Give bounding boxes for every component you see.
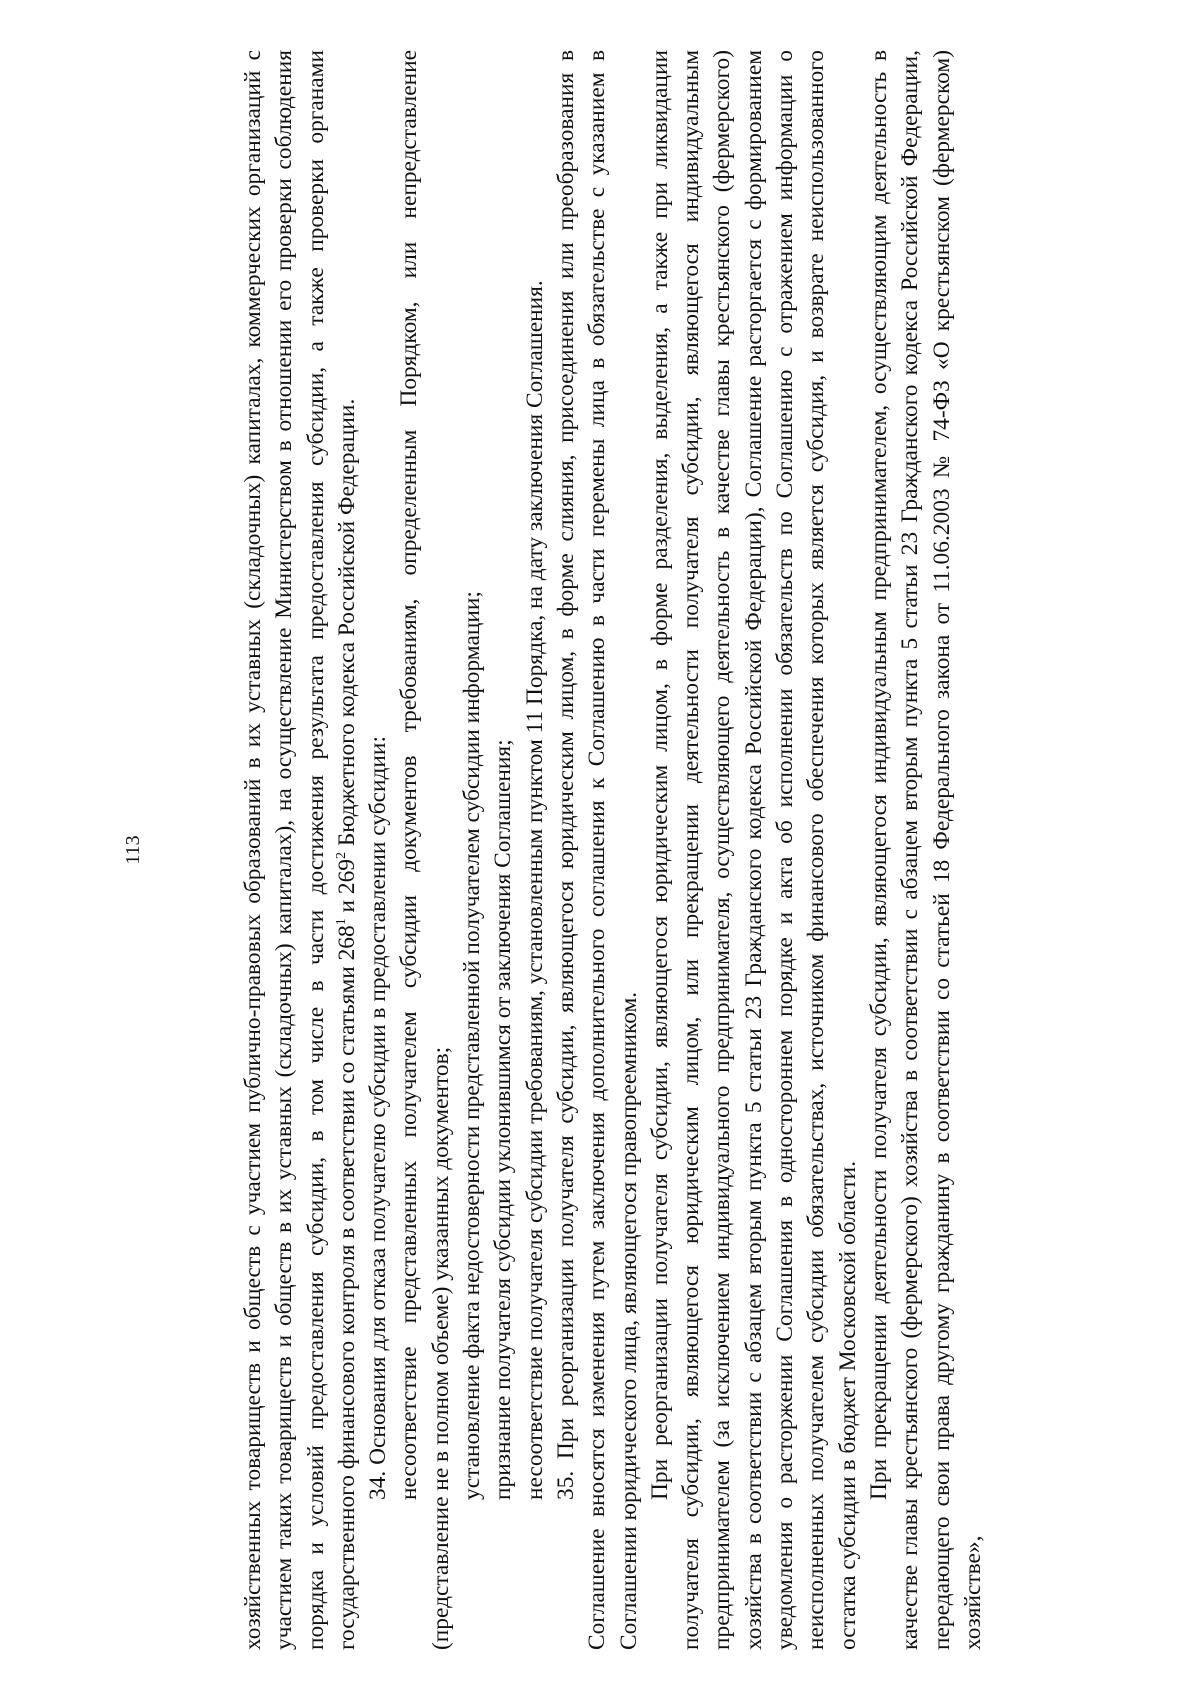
paragraph-35-part-3: При прекращении деятельности получателя субсидии, являющегося индивидуальным предпринимателем, осуществляющим деятельность в качестве главы крестьянского (фермерского) хозяйства в соответствии с абзацем вторым пункта 5 статьи 23 Гражданского кодекса Российской Федерации, передающего свои права другому гражданину в соответствии со статьей 18 Федерального закона от 11.06.2003 № 74-ФЗ «О крестьянском (фермерском) хозяйстве»,	[865, 50, 986, 1650]
paragraph-34-heading: 34. Основания для отказа получателю субсидии в предоставлении субсидии:	[365, 736, 392, 1500]
paragraph-34-item-3: признание получателя субсидии уклонившимся от заключения Соглашения;	[490, 739, 517, 1500]
paragraph-1: хозяйственных товариществ и обществ с участием публично-правовых образований в их уставных (складочных) капиталах, коммерческих организаций с участием таких товариществ и обществ в их уставных (складочных) капиталах), на осуществление Министерством в отношении его проверки соблюдения порядка и условий предоставления субсидии, в том числе в части достижения результата предоставления субсидии, а также проверки органами государственного финансового контроля в соответствии со статьями $268^1$ и $269^2$ Бюджетного кодекса Российской Федерации.	[240, 50, 360, 1650]
paragraph-34-item-1: несоответствие представленных получателем субсидии документов требованиям, определенным Порядком, или непредставление (представление не в полном объеме) указанных документов;	[396, 50, 454, 1650]
page-number: 113	[122, 835, 144, 865]
paragraph-35-part-2: При реорганизации получателя субсидии, являющегося юридическим лицом, в форме разделения, выделения, а также при ликвидации получателя субсидии, являющегося юридическим лицом, или прекращении деятельности получателя субсидии, являющегося индивидуальным предпринимателем (за исключением индивидуального предпринимателя, осуществляющего деятельность в качестве главы крестьянского (фермерского) хозяйства в соответствии с абзацем вторым пункта 5 статьи 23 Гражданского кодекса Российской Федерации), Соглашение расторгается с формированием уведомления о расторжении Соглашения в одностороннем порядке и акта об исполнении обязательств по Соглашению с отражением информации о неисполненных получателем субсидии обязательствах, источником финансового обеспечения которых является субсидия, и возврате неиспользованного остатка субсидии в бюджет Московской области.	[646, 50, 861, 1650]
document-body	[238, 50, 989, 1650]
paragraph-35: 35. При реорганизации получателя субсидии, являющегося юридическим лицом, в форме слияния, присоединения или преобразования в Соглашение вносятся изменения путем заключения дополнительного соглашения к Соглашению в части перемены лица в обязательстве с указанием в Соглашении юридического лица, являющегося правопреемником.	[552, 50, 642, 1650]
paragraph-34-item-2: установление факта недостоверности представленной получателем субсидии информации;	[459, 591, 486, 1500]
rotated-content	[100, 50, 1100, 1650]
paragraph-34-item-4: несоответствие получателя субсидии требованиям, установленным пунктом 11 Порядка, на дату заключения Соглашения.	[521, 280, 548, 1500]
